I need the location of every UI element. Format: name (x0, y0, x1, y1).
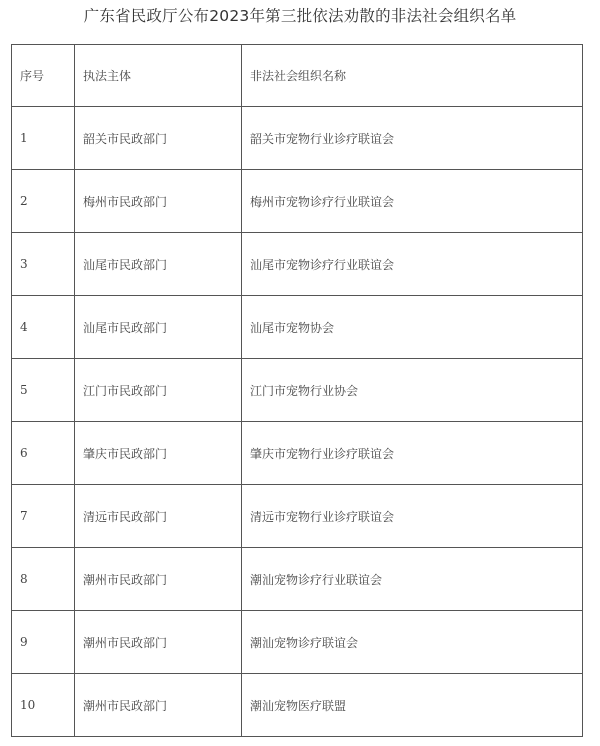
row-organization-name: 肇庆市宠物行业诊疗联谊会 (242, 422, 583, 485)
table-row (12, 485, 583, 548)
table-row (12, 296, 583, 359)
table-row (12, 548, 583, 611)
row-serial-number: 2 (12, 170, 75, 233)
row-serial-number: 8 (12, 548, 75, 611)
row-organization-name: 潮汕宠物诊疗行业联谊会 (242, 548, 583, 611)
organization-table (11, 44, 583, 737)
row-serial-number: 4 (12, 296, 75, 359)
page-title: 广东省民政厅公布2023年第三批依法劝散的非法社会组织名单 (83, 7, 517, 25)
row-serial-number: 1 (12, 107, 75, 170)
row-enforcement-authority: 潮州市民政部门 (75, 548, 242, 611)
table-body (12, 45, 583, 737)
row-organization-name: 汕尾市宠物协会 (242, 296, 583, 359)
header-serial-number: 序号 (12, 45, 75, 107)
row-enforcement-authority: 肇庆市民政部门 (75, 422, 242, 485)
row-organization-name: 江门市宠物行业协会 (242, 359, 583, 422)
table-header-row (12, 45, 583, 107)
row-serial-number: 10 (12, 674, 75, 737)
header-enforcement-authority: 执法主体 (75, 45, 242, 107)
row-enforcement-authority: 汕尾市民政部门 (75, 233, 242, 296)
row-organization-name: 潮汕宠物医疗联盟 (242, 674, 583, 737)
row-serial-number: 9 (12, 611, 75, 674)
table-row (12, 674, 583, 737)
row-enforcement-authority: 梅州市民政部门 (75, 170, 242, 233)
row-enforcement-authority: 清远市民政部门 (75, 485, 242, 548)
row-enforcement-authority: 江门市民政部门 (75, 359, 242, 422)
table-row (12, 422, 583, 485)
table-row (12, 170, 583, 233)
row-organization-name: 清远市宠物行业诊疗联谊会 (242, 485, 583, 548)
table-row (12, 107, 583, 170)
row-enforcement-authority: 汕尾市民政部门 (75, 296, 242, 359)
row-serial-number: 3 (12, 233, 75, 296)
table-row (12, 611, 583, 674)
row-organization-name: 汕尾市宠物诊疗行业联谊会 (242, 233, 583, 296)
row-serial-number: 6 (12, 422, 75, 485)
table-row (12, 359, 583, 422)
row-serial-number: 7 (12, 485, 75, 548)
row-enforcement-authority: 潮州市民政部门 (75, 611, 242, 674)
row-organization-name: 韶关市宠物行业诊疗联谊会 (242, 107, 583, 170)
row-enforcement-authority: 潮州市民政部门 (75, 674, 242, 737)
row-organization-name: 梅州市宠物诊疗行业联谊会 (242, 170, 583, 233)
row-enforcement-authority: 韶关市民政部门 (75, 107, 242, 170)
table-row (12, 233, 583, 296)
row-organization-name: 潮汕宠物诊疗联谊会 (242, 611, 583, 674)
header-organization-name: 非法社会组织名称 (242, 45, 583, 107)
row-serial-number: 5 (12, 359, 75, 422)
